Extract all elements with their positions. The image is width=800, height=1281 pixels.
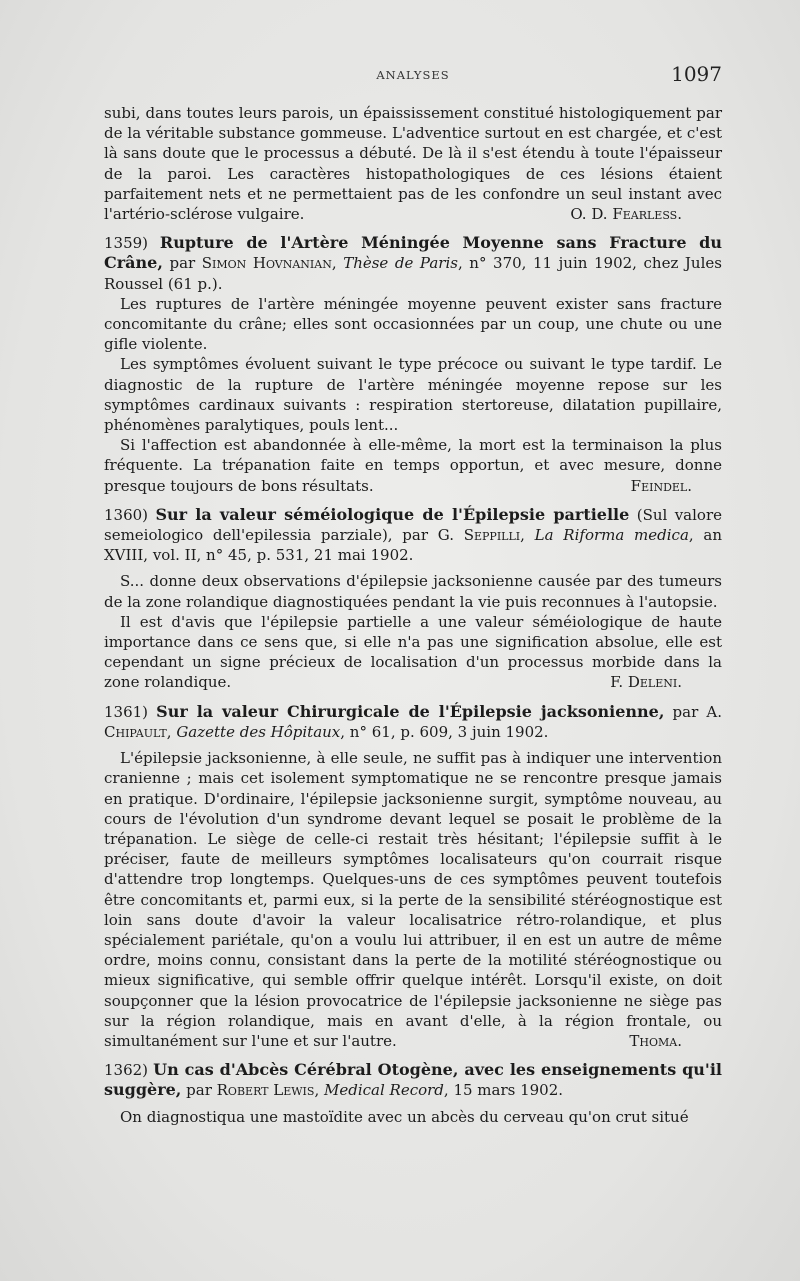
citation-source: Gazette des Hôpitaux <box>176 722 341 741</box>
citation-author: Robert Lewis <box>216 1081 315 1100</box>
entry-title: Rupture de l'Artère Méningée Moyenne sans Fracture du Crâne, <box>104 233 722 273</box>
entry-heading: 1362) Un cas d'Abcès Cérébral Otogène, avec les enseignements qu'il suggère, par Robert Lewis, Medical Record, 15 mars 1902. <box>104 1060 722 1100</box>
entry-number: 1360) <box>104 505 149 524</box>
citation-rest: , 15 mars 1902. <box>443 1081 564 1100</box>
page-header <box>104 62 722 90</box>
citation-rest: , n° 370, 11 juin 1902, chez Jules Roussel (61 p.). <box>104 254 722 293</box>
entry-number: 1362) <box>104 1061 149 1080</box>
citation-prefix: par <box>664 702 707 721</box>
running-title: ANALYSES <box>376 68 450 82</box>
entry-paragraph-text: L'épilepsie jacksonienne, à elle seule, ne suffit pas à indiquer une intervention cranienne ; mais cet isolement symptomatique ne se rencontre presque jamais en pratique. D'ordinaire, l'épilepsie jacksonienne surgit, symptôme nouveau, au cours de l'évolution d'un syndrome devant lequel se posait le problème de la trépanation. Le siège de celle-ci restait très hésitant; l'épilepsie suffit à le préciser, faute de meilleurs symptômes localisateurs qu'on courrait risque d'attendre trop longtemps. Quelques-uns de ces symptômes peuvent toutefois être concomitants et, parmi eux, si la perte de la sensibilité stéréognostique est loin sans doute d'avoir la valeur localisatrice rétro-rolandique, et plus spécialement pariétale, qu'on a voulu lui attribuer, il en est un autre de même ordre, moins connu, consistant dans la perte de la motilité stéréognostique ou mieux significative, qui semble offrir quelque intérêt. Lorsqu'il existe, on doit soupçonner que la lésion provocatrice de l'épilepsie jacksonienne ne siège pas sur la région rolandique, mais en avant d'elle, à la région frontale, ou simultanément sur l'une et sur l'autre. <box>104 749 722 1050</box>
entry-author: Thoma. <box>629 1031 682 1050</box>
citation-prefix: par <box>162 254 202 273</box>
citation-author: G. Seppilli <box>437 526 521 545</box>
page-body <box>104 103 722 1127</box>
entry-number: 1361) <box>104 702 149 721</box>
entry-paragraph <box>104 612 722 693</box>
entry-author: F. Deleni. <box>610 673 682 692</box>
citation-rest: , n° 61, p. 609, 3 juin 1902. <box>340 722 549 741</box>
citation-source: Thèse de Paris <box>343 254 458 273</box>
citation-source: La Riforma medica <box>534 526 689 545</box>
citation-source: Medical Record <box>323 1081 444 1100</box>
intro-text: subi, dans toutes leurs parois, un épaississement constitué histologiquement par de la véritable substance gommeuse. L'adventice surtout en est chargée, et c'est là sans doute que le processus a débuté. De là il s'est étendu à toute l'épaisseur de la paroi. Les caractères histopathologiques de ces lésions étaient parfaitement nets et ne permettaient pas de les confondre un seul instant avec l'artério-sclérose vulgaire. <box>104 104 722 224</box>
entry-heading: 1359) Rupture de l'Artère Méningée Moyenne sans Fracture du Crâne, par Simon Hovnanian, Thèse de Paris, n° 370, 11 juin 1902, chez Jules Roussel (61 p.). <box>104 233 722 293</box>
entry-title: Sur la valeur séméiologique de l'Épilepsie partielle <box>155 504 630 524</box>
entry-paragraph <box>104 435 722 496</box>
entry-author: Feindel. <box>630 476 692 495</box>
entry-paragraph: Les ruptures de l'artère méningée moyenne peuvent exister sans fracture concomitante du crâne; elles sont occasionnées par un coup, une chute ou une gifle violente. <box>104 294 722 354</box>
entry-paragraph <box>104 748 722 1051</box>
citation-prefix: par <box>181 1081 217 1100</box>
citation-author: Simon Hovnanian <box>201 254 332 273</box>
entry-1362 <box>104 1060 722 1127</box>
entry-title: Un cas d'Abcès Cérébral Otogène, avec les enseignements qu'il suggère, <box>104 1060 722 1100</box>
page-number: 1097 <box>671 62 722 86</box>
intro-author: O. D. Fearless. <box>570 205 682 224</box>
entry-title: Sur la valeur Chirurgicale de l'Épilepsie jacksonienne, <box>156 701 665 721</box>
entry-heading: 1360) Sur la valeur séméiologique de l'Épilepsie partielle (Sul valore semeiologico dell'epilessia parziale), par G. Seppilli, La Riforma medica, an XVIII, vol. II, n° 45, p. 531, 21 mai 1902. <box>104 504 723 565</box>
entry-1359 <box>104 233 722 496</box>
entry-heading: 1361) Sur la valeur Chirurgicale de l'Épilepsie jacksonienne, par A. Chipault, Gazette des Hôpitaux, n° 61, p. 609, 3 juin 1902. <box>104 701 722 741</box>
entry-paragraph: Les symptômes évoluent suivant le type précoce ou suivant le type tardif. Le diagnostic de la rupture de l'artère méningée moyenne repose sur les symptômes cardinaux suivants : respiration stertoreuse, dilatation pupillaire, phénomènes paralytiques, pouls lent... <box>104 355 722 435</box>
intro-paragraph <box>104 103 722 224</box>
citation-author: A. Chipault <box>104 702 722 741</box>
entry-paragraph: On diagnostiqua une mastoïdite avec un abcès du cerveau qu'on crut situé <box>120 1107 689 1126</box>
entry-paragraph-text: Il est d'avis que l'épilepsie partielle a une valeur séméiologique de haute importance dans ce sens que, si elle n'a pas une signification absolue, elle est cependant un signe précieux de localisation d'un processus morbide dans la zone rolandique. <box>104 612 722 692</box>
citation-prefix: (Sul valore semeiologico dell'epilessia parziale), par <box>104 505 723 545</box>
entry-paragraph-text: Si l'affection est abandonnée à elle-même, la mort est la terminaison la plus fréquente. La trépanation faite en temps opportun, et avec mesure, donne presque toujours de bons résultats. <box>104 436 722 495</box>
entry-1360 <box>104 505 722 693</box>
entry-number: 1359) <box>104 234 149 253</box>
entry-1361 <box>104 702 722 1051</box>
citation-rest: , an XVIII, vol. II, n° 45, p. 531, 21 mai 1902. <box>104 526 722 565</box>
entry-paragraph: S... donne deux observations d'épilepsie jacksonienne causée par des tumeurs de la zone rolandique diagnostiquées pendant la vie puis reconnues à l'autopsie. <box>104 572 722 611</box>
